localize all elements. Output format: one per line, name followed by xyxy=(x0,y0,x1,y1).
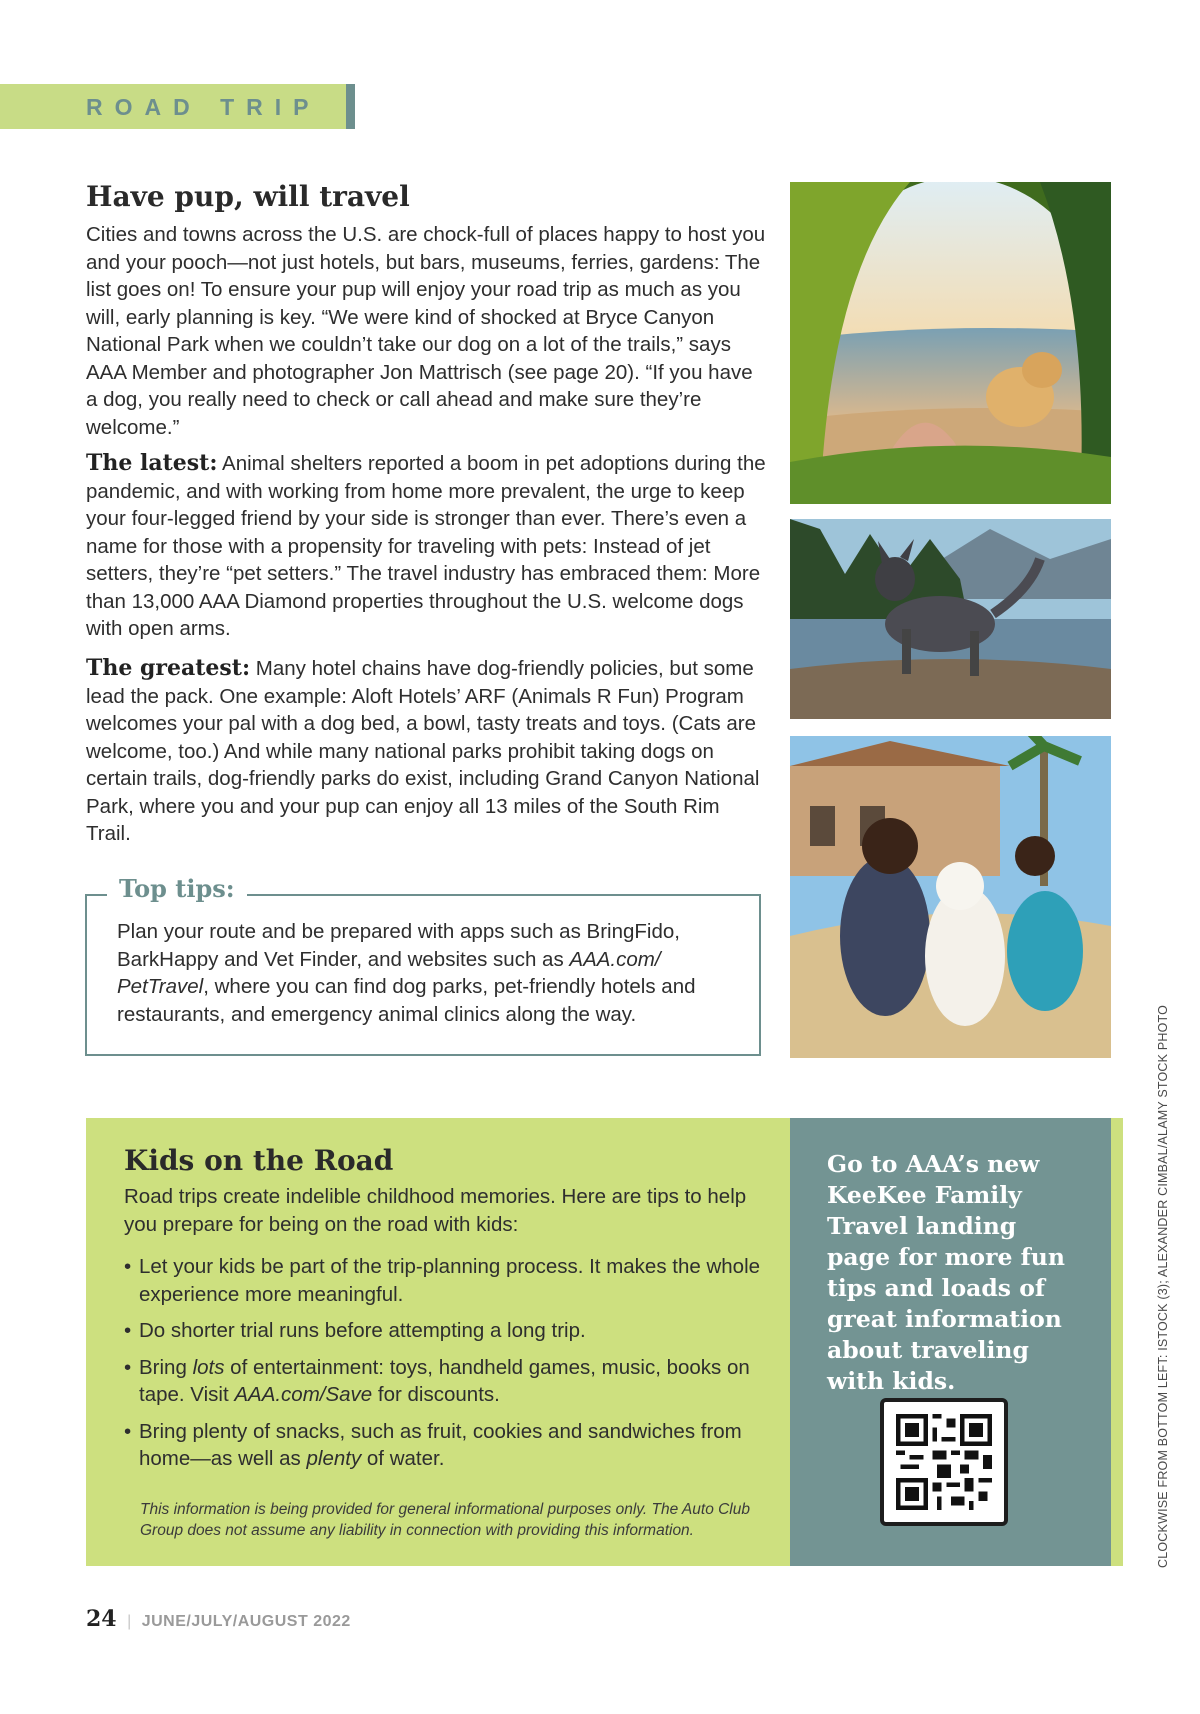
kids-on-the-road-panel xyxy=(86,1118,790,1566)
latest-label: The latest: xyxy=(86,450,218,476)
keekee-promo-panel xyxy=(790,1118,1111,1566)
footer-separator: | xyxy=(127,1613,132,1630)
kids-tip-4 xyxy=(124,1418,764,1473)
photo-credit: CLOCKWISE FROM BOTTOM LEFT: ISTOCK (3); ALEXANDER CIMBAL/ALAMY STOCK PHOTO xyxy=(1156,1004,1170,1568)
kids-tip-3-emphasis: lots xyxy=(192,1355,225,1379)
accent-strip xyxy=(1111,1118,1123,1566)
top-tips-text-before: Plan your route and be prepared with apps such as BringFido, BarkHappy and Vet Finder, and websites such as xyxy=(117,920,680,971)
kids-tip-3-text-b: of entertainment: toys, handheld games, music, books on tape. Visit xyxy=(139,1355,750,1406)
latest-paragraph xyxy=(86,450,766,643)
greatest-text: Many hotel chains have dog-friendly policies, but some lead the pack. One example: Aloft Hotels’ ARF (Animals R Fun) Program welcomes your pal with a dog bed, a bowl, tasty treats and toys. (Cats are welcome, too.) And while many national parks prohibit taking dogs on certain trails, dog-friendly parks do exist, including Grand Canyon National Park, where you and your pup can enjoy all 13 miles of the South Rim Trail. xyxy=(86,657,760,845)
page-footer xyxy=(86,1606,351,1632)
kids-tip-2 xyxy=(124,1317,764,1345)
kids-intro: Road trips create indelible childhood memories. Here are tips to help you prepare for being on the road with kids: xyxy=(124,1185,747,1236)
top-tips-title: Top tips: xyxy=(107,874,247,903)
section-label: ROAD TRIP xyxy=(86,94,321,120)
promo-text: Go to AAA’s new KeeKee Family Travel landing page for more fun tips and loads of great information about traveling with kids. xyxy=(827,1150,1065,1395)
kids-tips-list xyxy=(124,1253,764,1482)
pet-travel-link[interactable]: AAA.com/ PetTravel xyxy=(117,947,661,998)
top-tips-box xyxy=(85,874,761,1056)
kids-tip-1 xyxy=(124,1253,764,1308)
section-banner xyxy=(0,84,355,129)
latest-text: Animal shelters reported a boom in pet adoptions during the pandemic, and with working from home more prevalent, the urge to keep your four-legged friend by your side is stronger than ever. There’s even a name for those with a propensity for traveling with pets: Instead of jet setters, they’re “pet setters.” The travel industry has embraced them: More than 13,000 AAA Diamond properties throughout the U.S. welcome dogs with open arms. xyxy=(86,452,766,640)
article-intro: Cities and towns across the U.S. are chock-full of places happy to host you and your pooch—not just hotels, but bars, museums, ferries, gardens: The list goes on! To ensure your pup will enjoy your road trip as much as you will, early planning is key. “We were kind of shocked at Bryce Canyon National Park when we couldn’t take our dog on a lot of the trails,” says AAA Member and photographer Jon Mattrisch (see page 20). “If you have a dog, you really need to check or call ahead and make sure they’re welcome.” xyxy=(86,223,766,439)
kids-tip-2-text: Do shorter trial runs before attempting a long trip. xyxy=(139,1319,586,1342)
greatest-paragraph xyxy=(86,655,766,848)
kids-tip-4-text-a: Bring plenty of snacks, such as fruit, cookies and sandwiches from home—as well as xyxy=(139,1419,742,1470)
disclaimer: This information is being provided for general informational purposes only. The Auto Club Group does not assume any liability in connection with providing this information. xyxy=(140,1501,750,1539)
kids-tip-4-text-b: of water. xyxy=(361,1447,445,1470)
kids-title: Kids on the Road xyxy=(124,1144,394,1177)
greatest-label: The greatest: xyxy=(86,655,251,681)
kids-tip-3-text-c: for discounts. xyxy=(372,1383,500,1406)
issue-date: JUNE/JULY/AUGUST 2022 xyxy=(141,1613,351,1630)
save-link[interactable]: AAA.com/Save xyxy=(234,1383,373,1406)
page-number: 24 xyxy=(86,1606,117,1632)
kids-tip-1-text: Let your kids be part of the trip-planning process. It makes the whole experience more meaningful. xyxy=(139,1255,761,1306)
kids-tip-4-emphasis: plenty xyxy=(306,1447,362,1470)
kids-tip-3-text-a: Bring xyxy=(139,1355,193,1379)
photo-dog-mountain-stream xyxy=(790,519,1111,719)
article-headline: Have pup, will travel xyxy=(86,180,410,213)
kids-tip-3 xyxy=(124,1354,764,1409)
photo-dog-tent-beach xyxy=(790,182,1111,504)
photo-kids-with-husky xyxy=(790,736,1111,1058)
top-tips-text-after: , where you can find dog parks, pet-friendly hotels and restaurants, and emergency animal clinics along the way. xyxy=(117,975,696,1026)
top-tips-text xyxy=(117,918,737,1028)
qr-code-icon[interactable] xyxy=(880,1398,1008,1526)
